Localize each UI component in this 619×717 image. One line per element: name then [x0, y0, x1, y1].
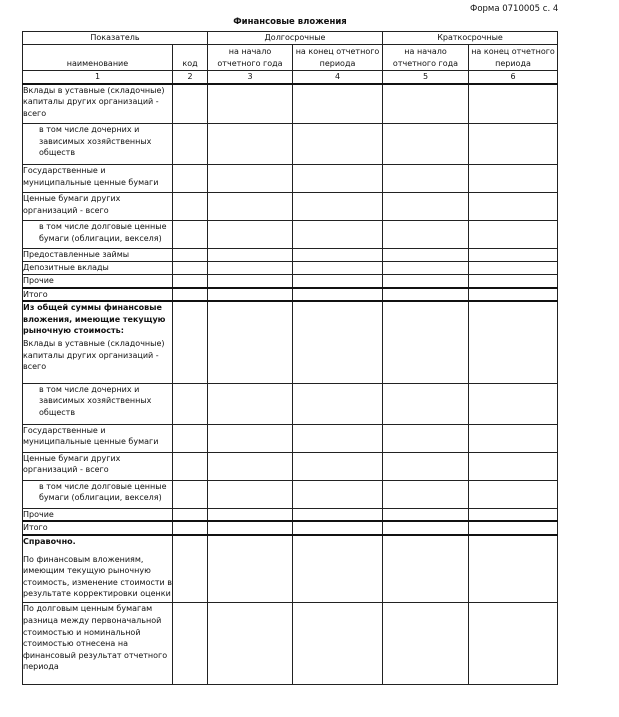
- code-cell[interactable]: [173, 124, 208, 165]
- row-label: [23, 301, 173, 383]
- table-row: [23, 249, 558, 262]
- value-cell[interactable]: [469, 521, 558, 535]
- value-cell[interactable]: [293, 301, 383, 383]
- code-cell[interactable]: [173, 165, 208, 193]
- value-cell[interactable]: [383, 424, 469, 452]
- table-row: [23, 424, 558, 452]
- value-cell[interactable]: [383, 521, 469, 535]
- value-cell[interactable]: [469, 193, 558, 221]
- table-row: [23, 383, 558, 424]
- value-cell[interactable]: [293, 165, 383, 193]
- value-cell[interactable]: [293, 452, 383, 480]
- value-cell[interactable]: [383, 508, 469, 521]
- code-cell[interactable]: [173, 275, 208, 288]
- value-cell[interactable]: [469, 383, 558, 424]
- value-cell[interactable]: [383, 262, 469, 275]
- row-label: По долговым ценным бумагам разница между первоначальной стоимостью и номинальной стоимостью отнесена на финансовый результат отчетного периода: [23, 603, 173, 685]
- table-row: [23, 288, 558, 302]
- value-cell[interactable]: [293, 124, 383, 165]
- reference-heading: Справочно.: [23, 536, 76, 546]
- row-label-text: Вклады в уставные (складочные) капиталы других организаций - всего: [23, 339, 165, 372]
- value-cell[interactable]: [383, 193, 469, 221]
- value-cell[interactable]: [469, 480, 558, 508]
- table-row: [23, 275, 558, 288]
- value-cell[interactable]: [293, 480, 383, 508]
- header-indicator: Показатель: [23, 32, 208, 45]
- value-cell[interactable]: [293, 535, 383, 603]
- financial-investments-table: [22, 31, 558, 685]
- table-row: [23, 124, 558, 165]
- value-cell[interactable]: [208, 221, 293, 249]
- header-short-end: на конец отчетного периода: [469, 45, 558, 71]
- code-cell[interactable]: [173, 424, 208, 452]
- value-cell[interactable]: [469, 301, 558, 383]
- value-cell[interactable]: [208, 84, 293, 124]
- col-number-1: 1: [23, 71, 173, 84]
- value-cell[interactable]: [469, 221, 558, 249]
- row-label: в том числе долговые ценные бумаги (облигации, векселя): [23, 221, 173, 249]
- value-cell[interactable]: [469, 124, 558, 165]
- table-row: [23, 221, 558, 249]
- value-cell[interactable]: [383, 84, 469, 124]
- value-cell[interactable]: [208, 508, 293, 521]
- value-cell[interactable]: [469, 603, 558, 685]
- row-label: Прочие: [23, 508, 173, 521]
- table-row: [23, 508, 558, 521]
- table-row: [23, 521, 558, 535]
- value-cell[interactable]: [383, 249, 469, 262]
- row-label: в том числе дочерних и зависимых хозяйственных обществ: [23, 383, 173, 424]
- col-number-2: 2: [173, 71, 208, 84]
- header-long-end: на конец отчетного периода: [293, 45, 383, 71]
- value-cell[interactable]: [293, 603, 383, 685]
- value-cell[interactable]: [383, 603, 469, 685]
- value-cell[interactable]: [383, 452, 469, 480]
- value-cell[interactable]: [469, 84, 558, 124]
- code-cell[interactable]: [173, 603, 208, 685]
- value-cell[interactable]: [293, 521, 383, 535]
- value-cell[interactable]: [383, 301, 469, 383]
- value-cell[interactable]: [383, 288, 469, 302]
- row-label: Итого: [23, 288, 173, 302]
- code-cell[interactable]: [173, 383, 208, 424]
- table-row: [23, 84, 558, 124]
- value-cell[interactable]: [208, 124, 293, 165]
- header-name: наименование: [23, 45, 173, 71]
- section-heading: Из общей суммы финансовые вложения, имеющие текущую рыночную стоимость:: [23, 303, 166, 336]
- value-cell[interactable]: [293, 193, 383, 221]
- code-cell[interactable]: [173, 301, 208, 383]
- value-cell[interactable]: [293, 424, 383, 452]
- row-label: Итого: [23, 521, 173, 535]
- header-code: код: [173, 45, 208, 71]
- table-title: Финансовые вложения: [233, 17, 347, 27]
- value-cell[interactable]: [293, 383, 383, 424]
- row-label: в том числе дочерних и зависимых хозяйственных обществ: [23, 124, 173, 165]
- value-cell[interactable]: [383, 165, 469, 193]
- value-cell[interactable]: [208, 193, 293, 221]
- row-label: Вклады в уставные (складочные) капиталы других организаций - всего: [23, 84, 173, 124]
- value-cell[interactable]: [469, 424, 558, 452]
- value-cell[interactable]: [208, 452, 293, 480]
- code-cell[interactable]: [173, 535, 208, 603]
- table-row: [23, 301, 558, 383]
- value-cell[interactable]: [469, 275, 558, 288]
- code-cell[interactable]: [173, 521, 208, 535]
- value-cell[interactable]: [208, 535, 293, 603]
- table-row: [23, 165, 558, 193]
- value-cell[interactable]: [208, 383, 293, 424]
- header-long-term: Долгосрочные: [208, 32, 383, 45]
- col-number-5: 5: [383, 71, 469, 84]
- value-cell[interactable]: [208, 521, 293, 535]
- value-cell[interactable]: [469, 508, 558, 521]
- value-cell[interactable]: [293, 84, 383, 124]
- code-cell[interactable]: [173, 84, 208, 124]
- row-label-text: По финансовым вложениям, имеющим текущую рыночную стоимость, изменение стоимости в результате корректировки оценки: [23, 554, 172, 599]
- row-label: Депозитные вклады: [23, 262, 173, 275]
- value-cell[interactable]: [469, 262, 558, 275]
- table-row: [23, 603, 558, 685]
- value-cell[interactable]: [293, 288, 383, 302]
- value-cell[interactable]: [383, 124, 469, 165]
- col-number-3: 3: [208, 71, 293, 84]
- value-cell[interactable]: [469, 165, 558, 193]
- value-cell[interactable]: [208, 288, 293, 302]
- value-cell[interactable]: [383, 221, 469, 249]
- row-label: в том числе долговые ценные бумаги (облигации, векселя): [23, 480, 173, 508]
- value-cell[interactable]: [469, 249, 558, 262]
- table-row: [23, 535, 558, 603]
- value-cell[interactable]: [469, 452, 558, 480]
- form-number-label: Форма 0710005 с. 4: [470, 4, 559, 14]
- value-cell[interactable]: [383, 383, 469, 424]
- table-row: [23, 480, 558, 508]
- row-label: Ценные бумаги других организаций - всего: [23, 193, 173, 221]
- value-cell[interactable]: [208, 301, 293, 383]
- row-label: Государственные и муниципальные ценные бумаги: [23, 165, 173, 193]
- value-cell[interactable]: [293, 262, 383, 275]
- table-row: [23, 452, 558, 480]
- value-cell[interactable]: [208, 603, 293, 685]
- value-cell[interactable]: [208, 165, 293, 193]
- value-cell[interactable]: [383, 535, 469, 603]
- row-label: Государственные и муниципальные ценные бумаги: [23, 424, 173, 452]
- table-row: [23, 262, 558, 275]
- header-short-start: на начало отчетного года: [383, 45, 469, 71]
- code-cell[interactable]: [173, 508, 208, 521]
- code-cell[interactable]: [173, 288, 208, 302]
- row-label: Прочие: [23, 275, 173, 288]
- value-cell[interactable]: [293, 249, 383, 262]
- code-cell[interactable]: [173, 262, 208, 275]
- value-cell[interactable]: [293, 508, 383, 521]
- row-label: [23, 535, 173, 603]
- value-cell[interactable]: [293, 275, 383, 288]
- value-cell[interactable]: [208, 424, 293, 452]
- code-cell[interactable]: [173, 249, 208, 262]
- value-cell[interactable]: [208, 262, 293, 275]
- row-label: Ценные бумаги других организаций - всего: [23, 452, 173, 480]
- col-number-4: 4: [293, 71, 383, 84]
- value-cell[interactable]: [469, 288, 558, 302]
- value-cell[interactable]: [469, 535, 558, 603]
- value-cell[interactable]: [293, 221, 383, 249]
- value-cell[interactable]: [208, 275, 293, 288]
- code-cell[interactable]: [173, 221, 208, 249]
- table-row: [23, 193, 558, 221]
- value-cell[interactable]: [383, 480, 469, 508]
- value-cell[interactable]: [208, 480, 293, 508]
- code-cell[interactable]: [173, 452, 208, 480]
- header-long-start: на начало отчетного года: [208, 45, 293, 71]
- row-label: Предоставленные займы: [23, 249, 173, 262]
- col-number-6: 6: [469, 71, 558, 84]
- header-short-term: Краткосрочные: [383, 32, 558, 45]
- value-cell[interactable]: [208, 249, 293, 262]
- code-cell[interactable]: [173, 480, 208, 508]
- value-cell[interactable]: [383, 275, 469, 288]
- code-cell[interactable]: [173, 193, 208, 221]
